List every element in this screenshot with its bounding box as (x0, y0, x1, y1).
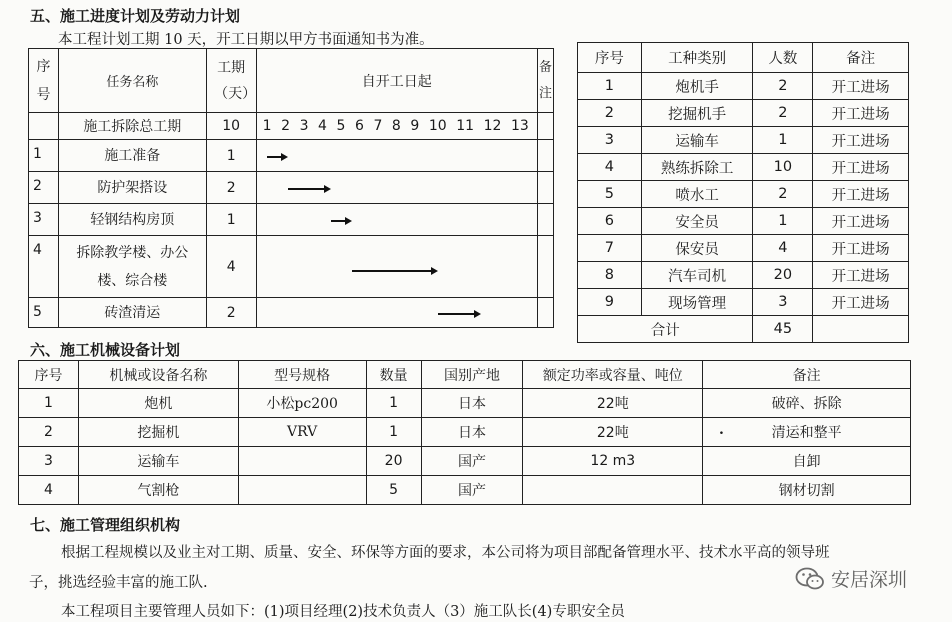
labor-cell: 炮机手 (641, 73, 753, 100)
labor-cell: 4 (753, 235, 813, 262)
col-note-header: 备注 (537, 49, 553, 113)
labor-cell: 保安员 (641, 235, 753, 262)
col-task-header: 任务名称 (58, 49, 206, 113)
day-label: 10 (428, 118, 447, 134)
equipment-row (19, 389, 911, 418)
task-name: 防护架搭设 (58, 172, 206, 204)
labor-row (578, 208, 909, 235)
day-label: 2 (281, 118, 291, 134)
day-label: 5 (336, 118, 346, 134)
equipment-header: 数量 (366, 361, 421, 389)
equipment-row (19, 447, 911, 476)
equipment-cell: 20 (366, 447, 421, 476)
schedule-row (29, 140, 554, 172)
labor-cell: 8 (578, 262, 642, 289)
labor-row (578, 262, 909, 289)
labor-cell: 1 (578, 73, 642, 100)
equipment-row (19, 418, 911, 447)
task-bar-arrow (267, 156, 286, 158)
equipment-header: 机械或设备名称 (78, 361, 238, 389)
equipment-cell: 日本 (421, 389, 523, 418)
equipment-cell (523, 476, 703, 505)
equipment-cell (238, 447, 366, 476)
labor-cell: 2 (753, 181, 813, 208)
labor-table (577, 42, 909, 343)
equipment-cell: 破碎、拆除 (703, 389, 911, 418)
task-duration: 2 (206, 172, 256, 204)
day-label: 7 (373, 118, 383, 134)
equipment-cell: 国产 (421, 447, 523, 476)
labor-cell: 开工进场 (813, 73, 909, 100)
day-label: 1 (262, 118, 272, 134)
labor-cell: 6 (578, 208, 642, 235)
task-seq: 2 (29, 172, 59, 204)
schedule-row (29, 236, 554, 298)
schedule-row (29, 172, 554, 204)
schedule-row (29, 204, 554, 236)
day-label: 12 (483, 118, 502, 134)
task-timeline (256, 172, 537, 204)
section7-heading: 七、施工管理组织机构 (30, 516, 181, 534)
task-bar-arrow (352, 270, 436, 272)
task-timeline (256, 298, 537, 328)
equipment-cell: 钢材切割 (703, 476, 911, 505)
labor-cell: 安全员 (641, 208, 753, 235)
equipment-cell: 22吨 (523, 389, 703, 418)
task-name: 拆除教学楼、办公楼、综合楼 (58, 236, 206, 298)
equipment-cell: VRV (238, 418, 366, 447)
labor-header: 人数 (753, 43, 813, 73)
labor-cell: 开工进场 (813, 181, 909, 208)
section7-paragraph-line1: 根据工程规模以及业主对工期、质量、安全、环保等方面的要求，本公司将为项目部配备管理水平、技术水平高的领导班 (61, 545, 830, 561)
labor-total-value: 45 (753, 316, 813, 343)
col-start-header: 自开工日起 (256, 49, 537, 113)
task-duration: 4 (206, 236, 256, 298)
task-name: 砖渣清运 (58, 298, 206, 328)
labor-cell: 7 (578, 235, 642, 262)
equipment-header: 序号 (19, 361, 79, 389)
labor-header: 工种类别 (641, 43, 753, 73)
equipment-row (19, 476, 911, 505)
equipment-cell: 5 (366, 476, 421, 505)
schedule-row (29, 298, 554, 328)
labor-cell: 现场管理 (641, 289, 753, 316)
equipment-cell: 炮机 (78, 389, 238, 418)
labor-row (578, 100, 909, 127)
labor-row (578, 235, 909, 262)
labor-header: 序号 (578, 43, 642, 73)
labor-cell: 1 (753, 127, 813, 154)
day-axis (256, 113, 537, 140)
equipment-table (18, 360, 911, 505)
task-seq: 5 (29, 298, 59, 328)
task-timeline (256, 140, 537, 172)
task-bar-arrow (331, 220, 350, 222)
labor-cell: 3 (578, 127, 642, 154)
equipment-cell: 清运和整平 (703, 418, 911, 447)
labor-cell: 开工进场 (813, 154, 909, 181)
equipment-header: 额定功率或容量、吨位 (523, 361, 703, 389)
task-duration: 1 (206, 140, 256, 172)
day-label: 4 (318, 118, 327, 134)
equipment-cell: 1 (366, 389, 421, 418)
labor-cell: 2 (578, 100, 642, 127)
labor-row (578, 289, 909, 316)
equipment-header: 型号规格 (238, 361, 366, 389)
day-label: 6 (354, 118, 364, 134)
equipment-cell (238, 476, 366, 505)
equipment-cell: 12 m3 (523, 447, 703, 476)
section7-paragraph-line2: 子，挑选经验丰富的施工队. (29, 575, 208, 591)
labor-cell: 挖掘机手 (641, 100, 753, 127)
schedule-table (28, 48, 554, 328)
labor-cell: 9 (578, 289, 642, 316)
equipment-header: 备注 (703, 361, 911, 389)
labor-cell: 2 (753, 100, 813, 127)
labor-cell: 熟练拆除工 (641, 154, 753, 181)
equipment-cell: 1 (19, 389, 79, 418)
section6-heading: 六、施工机械设备计划 (30, 341, 181, 359)
equipment-cell: 国产 (421, 476, 523, 505)
equipment-cell: 挖掘机 (78, 418, 238, 447)
day-label: 9 (410, 118, 420, 134)
equipment-cell: 4 (19, 476, 79, 505)
task-seq: 3 (29, 204, 59, 236)
equipment-cell: 日本 (421, 418, 523, 447)
total-duration-label: 施工拆除总工期 (58, 113, 206, 140)
labor-header: 备注 (813, 43, 909, 73)
wechat-icon (795, 566, 825, 592)
task-timeline (256, 236, 537, 298)
task-name: 施工准备 (58, 140, 206, 172)
labor-cell: 5 (578, 181, 642, 208)
labor-cell: 开工进场 (813, 127, 909, 154)
task-duration: 1 (206, 204, 256, 236)
section5-intro: 本工程计划工期 10 天，开工日期以甲方书面通知书为准。 (58, 32, 434, 48)
labor-cell: 开工进场 (813, 262, 909, 289)
labor-row (578, 181, 909, 208)
equipment-cell: 2 (19, 418, 79, 447)
watermark-text: 安居深圳 (831, 569, 908, 591)
watermark (795, 565, 907, 592)
task-bar-arrow (438, 313, 479, 315)
section7-staff-list: 本工程项目主要管理人员如下：(1)项目经理(2)技术负责人（3）施工队长(4)专职安全员 (61, 604, 625, 620)
labor-cell: 1 (753, 208, 813, 235)
equipment-cell: 22吨 (523, 418, 703, 447)
labor-cell: 开工进场 (813, 100, 909, 127)
equipment-cell: 小松pc200 (238, 389, 366, 418)
equipment-cell: 1 (366, 418, 421, 447)
labor-row (578, 154, 909, 181)
labor-row (578, 127, 909, 154)
labor-cell: 3 (753, 289, 813, 316)
labor-cell: 喷水工 (641, 181, 753, 208)
labor-cell: 运输车 (641, 127, 753, 154)
task-seq: 4 (29, 236, 59, 298)
equipment-cell: 运输车 (78, 447, 238, 476)
task-seq: 1 (29, 140, 59, 172)
day-label: 13 (510, 118, 529, 134)
labor-cell: 20 (753, 262, 813, 289)
labor-cell: 2 (753, 73, 813, 100)
task-bar-arrow (288, 188, 329, 190)
task-name: 轻钢结构房顶 (58, 204, 206, 236)
labor-total-label: 合计 (578, 316, 753, 343)
equipment-cell: 3 (19, 447, 79, 476)
col-duration-header: 工期（天） (206, 49, 256, 113)
labor-cell: 汽车司机 (641, 262, 753, 289)
labor-row (578, 73, 909, 100)
task-duration: 2 (206, 298, 256, 328)
equipment-header: 国别产地 (421, 361, 523, 389)
day-label: 11 (456, 118, 475, 134)
stray-mark: . (719, 422, 724, 438)
equipment-cell: 气割枪 (78, 476, 238, 505)
day-label: 3 (299, 118, 309, 134)
col-seq-header: 序号 (29, 49, 59, 113)
task-timeline (256, 204, 537, 236)
labor-cell: 开工进场 (813, 289, 909, 316)
total-duration-value: 10 (206, 113, 256, 140)
section5-heading: 五、施工进度计划及劳动力计划 (30, 7, 241, 25)
labor-cell: 开工进场 (813, 208, 909, 235)
labor-cell: 4 (578, 154, 642, 181)
equipment-cell: 自卸 (703, 447, 911, 476)
labor-cell: 开工进场 (813, 235, 909, 262)
labor-cell: 10 (753, 154, 813, 181)
day-label: 8 (391, 118, 401, 134)
